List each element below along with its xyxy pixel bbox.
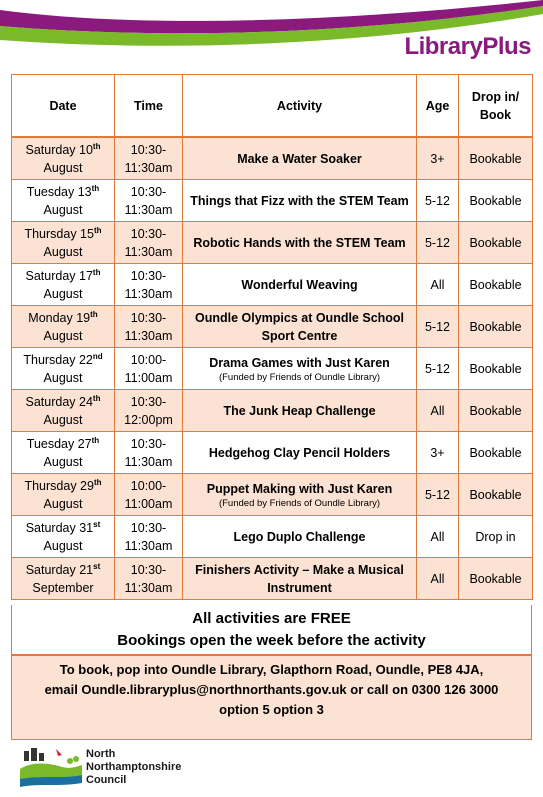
time-cell: 10:30- 11:30am — [115, 222, 183, 264]
booking-cell: Bookable — [459, 474, 533, 516]
booking-cell: Bookable — [459, 558, 533, 600]
time-cell: 10:00- 11:00am — [115, 348, 183, 390]
booking-cell: Bookable — [459, 180, 533, 222]
activity-cell: Robotic Hands with the STEM Team — [183, 222, 417, 264]
time-cell: 10:30- 12:00pm — [115, 390, 183, 432]
table-row — [12, 432, 533, 474]
table-row — [12, 180, 533, 222]
header-time: Time — [115, 75, 183, 138]
bookings-open-line: Bookings open the week before the activity — [117, 632, 426, 649]
activity-cell: Things that Fizz with the STEM Team — [183, 180, 417, 222]
time-cell: 10:30- 11:30am — [115, 264, 183, 306]
date-cell: Saturday 17th August — [12, 264, 115, 306]
age-cell: 5-12 — [417, 474, 459, 516]
age-cell: 3+ — [417, 432, 459, 474]
date-cell: Saturday 10th August — [12, 137, 115, 180]
header-date: Date — [12, 75, 115, 138]
table-row — [12, 264, 533, 306]
booking-cell: Bookable — [459, 264, 533, 306]
age-cell: 3+ — [417, 137, 459, 180]
activity-cell: Lego Duplo Challenge — [183, 516, 417, 558]
time-cell: 10:30- 11:30am — [115, 137, 183, 180]
time-cell: 10:00- 11:00am — [115, 474, 183, 516]
date-cell: Thursday 29th August — [12, 474, 115, 516]
booking-cell: Bookable — [459, 137, 533, 180]
table-row — [12, 306, 533, 348]
booking-cell: Drop in — [459, 516, 533, 558]
age-cell: All — [417, 516, 459, 558]
booking-cell: Bookable — [459, 348, 533, 390]
age-cell: All — [417, 264, 459, 306]
booking-cell: Bookable — [459, 390, 533, 432]
activities-table — [11, 74, 533, 600]
booking-info — [11, 655, 532, 740]
header-drop-in-book: Drop in/ Book — [459, 75, 533, 138]
libraryplus-logo: LibraryPlus — [404, 33, 531, 60]
activity-cell: Wonderful Weaving — [183, 264, 417, 306]
time-cell: 10:30- 11:30am — [115, 180, 183, 222]
booking-cell: Bookable — [459, 432, 533, 474]
table-row — [12, 474, 533, 516]
age-cell: 5-12 — [417, 348, 459, 390]
free-notice — [11, 605, 532, 655]
time-cell: 10:30- 11:30am — [115, 516, 183, 558]
table-row — [12, 222, 533, 264]
date-cell: Saturday 21st September — [12, 558, 115, 600]
free-line: All activities are FREE — [192, 610, 351, 627]
age-cell: 5-12 — [417, 222, 459, 264]
date-cell: Thursday 22nd August — [12, 348, 115, 390]
activity-cell: The Junk Heap Challenge — [183, 390, 417, 432]
table-row — [12, 558, 533, 600]
booking-cell: Bookable — [459, 222, 533, 264]
header-activity: Activity — [183, 75, 417, 138]
time-cell: 10:30- 11:30am — [115, 558, 183, 600]
booking-address: To book, pop into Oundle Library, Glapthorn Road, Oundle, PE8 4JA, — [59, 662, 484, 677]
date-cell: Saturday 31st August — [12, 516, 115, 558]
date-cell: Monday 19th August — [12, 306, 115, 348]
date-cell: Thursday 15th August — [12, 222, 115, 264]
activity-cell: Drama Games with Just Karen (Funded by Friends of Oundle Library) — [183, 348, 417, 390]
activity-cell: Hedgehog Clay Pencil Holders — [183, 432, 417, 474]
activity-cell: Make a Water Soaker — [183, 137, 417, 180]
table-row — [12, 390, 533, 432]
time-cell: 10:30- 11:30am — [115, 306, 183, 348]
activity-cell: Puppet Making with Just Karen (Funded by Friends of Oundle Library) — [183, 474, 417, 516]
council-name: North Northamptonshire Council — [86, 748, 182, 786]
booking-contact: email Oundle.libraryplus@northnorthants.gov.uk or call on 0300 126 3000 — [44, 682, 499, 697]
age-cell: 5-12 — [417, 180, 459, 222]
age-cell: 5-12 — [417, 306, 459, 348]
council-emblem-icon — [20, 745, 82, 789]
header-age: Age — [417, 75, 459, 138]
table-row — [12, 348, 533, 390]
activity-cell: Oundle Olympics at Oundle School Sport Centre — [183, 306, 417, 348]
table-row — [12, 137, 533, 180]
date-cell: Tuesday 27th August — [12, 432, 115, 474]
age-cell: All — [417, 558, 459, 600]
table-header-row — [12, 75, 533, 138]
date-cell: Saturday 24th August — [12, 390, 115, 432]
activity-cell: Finishers Activity – Make a Musical Instrument — [183, 558, 417, 600]
table-row — [12, 516, 533, 558]
booking-phone-option: option 5 option 3 — [219, 702, 324, 717]
council-logo — [20, 745, 220, 790]
age-cell: All — [417, 390, 459, 432]
time-cell: 10:30- 11:30am — [115, 432, 183, 474]
booking-cell: Bookable — [459, 306, 533, 348]
date-cell: Tuesday 13th August — [12, 180, 115, 222]
